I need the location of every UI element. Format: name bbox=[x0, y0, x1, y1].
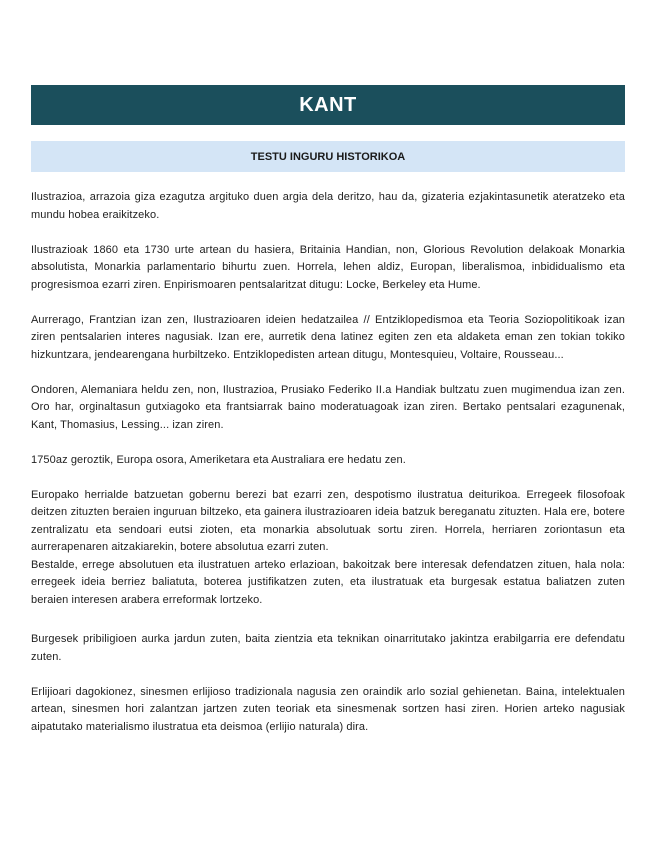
paragraph-germany: Ondoren, Alemaniara heldu zen, non, Ilustrazioa, Prusiako Federiko II.a Handiak bultzatu zuen mugimendua izan zen. Oro har, orginaltasun gutxiagoko eta frantsiarrak baino moderatuagoak izan ziren. Bertako pentsalari ezagunenak, Kant, Thomasius, Lessing... izan ziren. bbox=[31, 383, 625, 431]
document-title: KANT bbox=[31, 85, 625, 125]
document-body bbox=[31, 189, 625, 754]
paragraph-spread: 1750az geroztik, Europa osora, Ameriketara eta Australiara ere hedatu zen. bbox=[31, 453, 406, 466]
paragraph-britain: Ilustrazioak 1860 eta 1730 urte artean du hasiera, Britainia Handian, non, Glorious Revolution delakoak Monarkia absolutista, Monarkia parlamentario bihurtu zuen. Horrela, lehen aldiz, Europan, liberalismoa, inbididualismo eta progresismoa ezarri ziren. Enpirismoaren pentsalaritzat ditugu: Locke, Berkeley eta Hume. bbox=[31, 243, 625, 291]
paragraph-religion: Erlijioari dagokionez, sinesmen erlijioso tradizionala nagusia zen oraindik arlo sozial gehienetan. Baina, intelektualen artean, sinesmen hori zalantzan jartzen zuten teoriak eta sinesmenak sortzen hasi ziren. Horien arteko nagusiak aipatutako materialismo ilustratua eta deismoa (erlijio naturala) dira. bbox=[31, 685, 625, 733]
paragraph-relations: Bestalde, errege absolutuen eta ilustratuen arteko erlazioan, bakoitzak bere interesak defendatzen zituen, hala nola: erregeek ideia berriez baliatuta, boterea justifikatzen zuten, eta ilustratuak eta burgesak estatua baliatzen zuten beraien interesen arabera erreformak lortzeko. bbox=[31, 558, 625, 606]
paragraph-intro: Ilustrazioa, arrazoia giza ezagutza argituko duen argia dela deritzo, hau da, gizateria ezjakintasunetik ateratzeko eta mundu hobea eraikitzeko. bbox=[31, 191, 625, 221]
paragraph-france: Aurrerago, Frantzian izan zen, Ilustrazioaren ideien hedatzailea // Entziklopedismoa eta Teoria Soziopolitikoak izan ziren pentsalarien interes nagusiak. Izan ere, aurretik dena latinez egiten zen eta aldaketa eman zen tokian tokiko hizkuntzara, jendearengana hurbiltzeko. Entziklopedisten artean ditugu, Montesquieu, Voltaire, Rousseau... bbox=[31, 313, 625, 361]
paragraph-bourgeoisie: Burgesek pribiligioen aurka jardun zuten, baita zientzia eta teknikan oinarritutako jakintza erabilgarria ere defendatu zuten. bbox=[31, 633, 625, 663]
paragraph-despotism: Europako herrialde batzuetan gobernu berezi bat ezarri zen, despotismo ilustratua deiturikoa. Erregeek filosofoak deitzen zituzten beraien inguruan biltzeko, eta gainera ilustrazioaren ideia batzuk bereganatu zituzten. Hala ere, botere zentralizatu eta sendoari eutsi zioten, eta monarkia absolutuak sortu ziren. Horrela, herriaren zoriontasun eta aurrerapenaren aitzakiarekin, botere absolutua ezarri zuten. bbox=[31, 488, 625, 553]
section-heading: TESTU INGURU HISTORIKOA bbox=[31, 141, 625, 172]
